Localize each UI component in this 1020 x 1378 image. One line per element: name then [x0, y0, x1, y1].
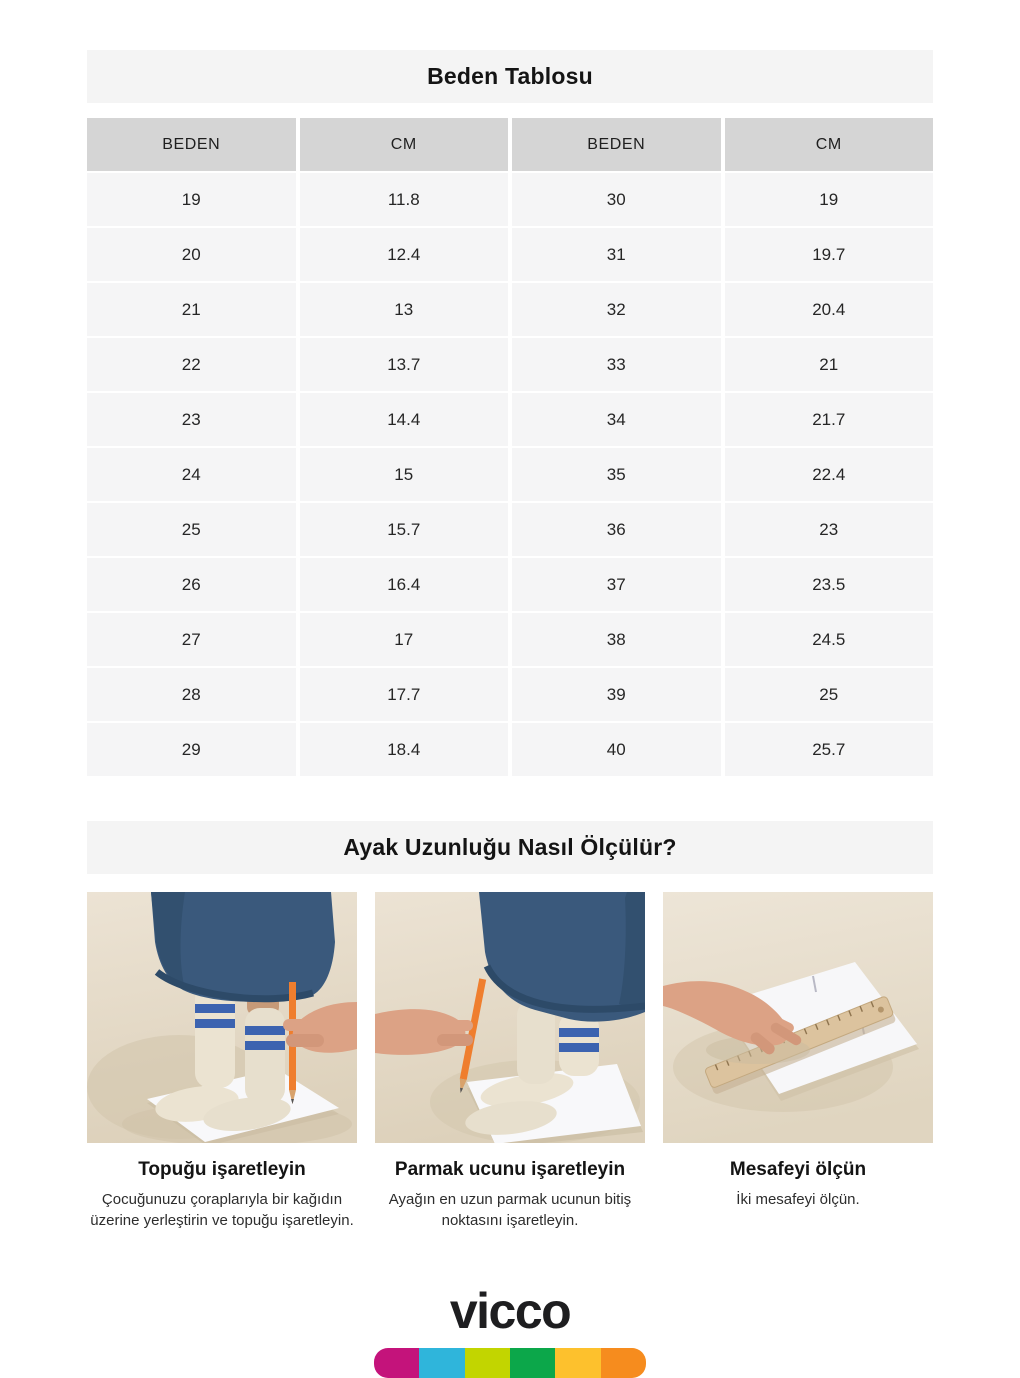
size-cell: 17.7	[300, 668, 509, 721]
mark-heel-photo	[87, 892, 357, 1143]
size-cell: 17	[300, 613, 509, 666]
size-cell: 22	[87, 338, 296, 391]
measure-steps	[87, 892, 933, 1232]
column-header: BEDEN	[512, 118, 721, 171]
size-cell: 28	[87, 668, 296, 721]
size-cell: 40	[512, 723, 721, 776]
size-cell: 23	[725, 503, 934, 556]
size-cell: 33	[512, 338, 721, 391]
step-heading: Parmak ucunu işaretleyin	[394, 1159, 626, 1180]
size-cell: 25.7	[725, 723, 934, 776]
size-cell: 14.4	[300, 393, 509, 446]
size-cell: 38	[512, 613, 721, 666]
size-cell: 19	[725, 173, 934, 226]
size-cell: 37	[512, 558, 721, 611]
column-header: CM	[725, 118, 934, 171]
size-cell: 20.4	[725, 283, 934, 336]
brand-color-bar	[374, 1348, 646, 1378]
column-header: BEDEN	[87, 118, 296, 171]
size-cell: 21	[87, 283, 296, 336]
size-table-title-bar	[87, 50, 933, 103]
size-cell: 39	[512, 668, 721, 721]
size-cell: 34	[512, 393, 721, 446]
size-cell: 18.4	[300, 723, 509, 776]
brand-footer	[87, 1282, 933, 1378]
size-cell: 27	[87, 613, 296, 666]
size-cell: 19	[87, 173, 296, 226]
size-cell: 26	[87, 558, 296, 611]
size-cell: 35	[512, 448, 721, 501]
size-cell: 31	[512, 228, 721, 281]
color-bar-segment	[419, 1348, 464, 1378]
color-bar-segment	[601, 1348, 646, 1378]
size-cell: 29	[87, 723, 296, 776]
size-cell: 19.7	[725, 228, 934, 281]
size-cell: 25	[87, 503, 296, 556]
size-table	[87, 118, 933, 776]
size-cell: 16.4	[300, 558, 509, 611]
color-bar-segment	[555, 1348, 600, 1378]
size-cell: 25	[725, 668, 934, 721]
color-bar-segment	[465, 1348, 510, 1378]
page-content	[87, 0, 933, 1378]
step-heading: Topuğu işaretleyin	[138, 1159, 306, 1180]
size-cell: 22.4	[725, 448, 934, 501]
measure-section-title-bar	[87, 821, 933, 874]
step-mark-toe	[375, 892, 645, 1232]
step-mark-heel	[87, 892, 357, 1232]
size-cell: 23	[87, 393, 296, 446]
size-cell: 24.5	[725, 613, 934, 666]
step-description: Çocuğunuzu çoraplarıyla bir kağıdın üzerine yerleştirin ve topuğu işaretleyin.	[90, 1191, 354, 1230]
column-header: CM	[300, 118, 509, 171]
step-description: Ayağın en uzun parmak ucunun bitiş noktasını işaretleyin.	[388, 1191, 632, 1230]
size-cell: 24	[87, 448, 296, 501]
size-cell: 21	[725, 338, 934, 391]
size-cell: 12.4	[300, 228, 509, 281]
color-bar-segment	[510, 1348, 555, 1378]
size-cell: 30	[512, 173, 721, 226]
size-cell: 21.7	[725, 393, 934, 446]
vicco-logo: vicco	[449, 1282, 571, 1339]
size-cell: 20	[87, 228, 296, 281]
size-cell: 15	[300, 448, 509, 501]
size-cell: 13	[300, 283, 509, 336]
measure-section-title: Ayak Uzunluğu Nasıl Ölçülür?	[343, 834, 677, 860]
measure-distance-photo	[663, 892, 933, 1143]
size-table-title: Beden Tablosu	[427, 63, 593, 89]
size-cell: 36	[512, 503, 721, 556]
size-cell: 13.7	[300, 338, 509, 391]
size-cell: 23.5	[725, 558, 934, 611]
step-measure-distance	[663, 892, 933, 1232]
size-cell: 11.8	[300, 173, 509, 226]
step-heading: Mesafeyi ölçün	[729, 1159, 867, 1180]
size-cell: 15.7	[300, 503, 509, 556]
color-bar-segment	[374, 1348, 419, 1378]
mark-toe-photo	[375, 892, 645, 1143]
size-cell: 32	[512, 283, 721, 336]
step-description: İki mesafeyi ölçün.	[736, 1191, 860, 1208]
